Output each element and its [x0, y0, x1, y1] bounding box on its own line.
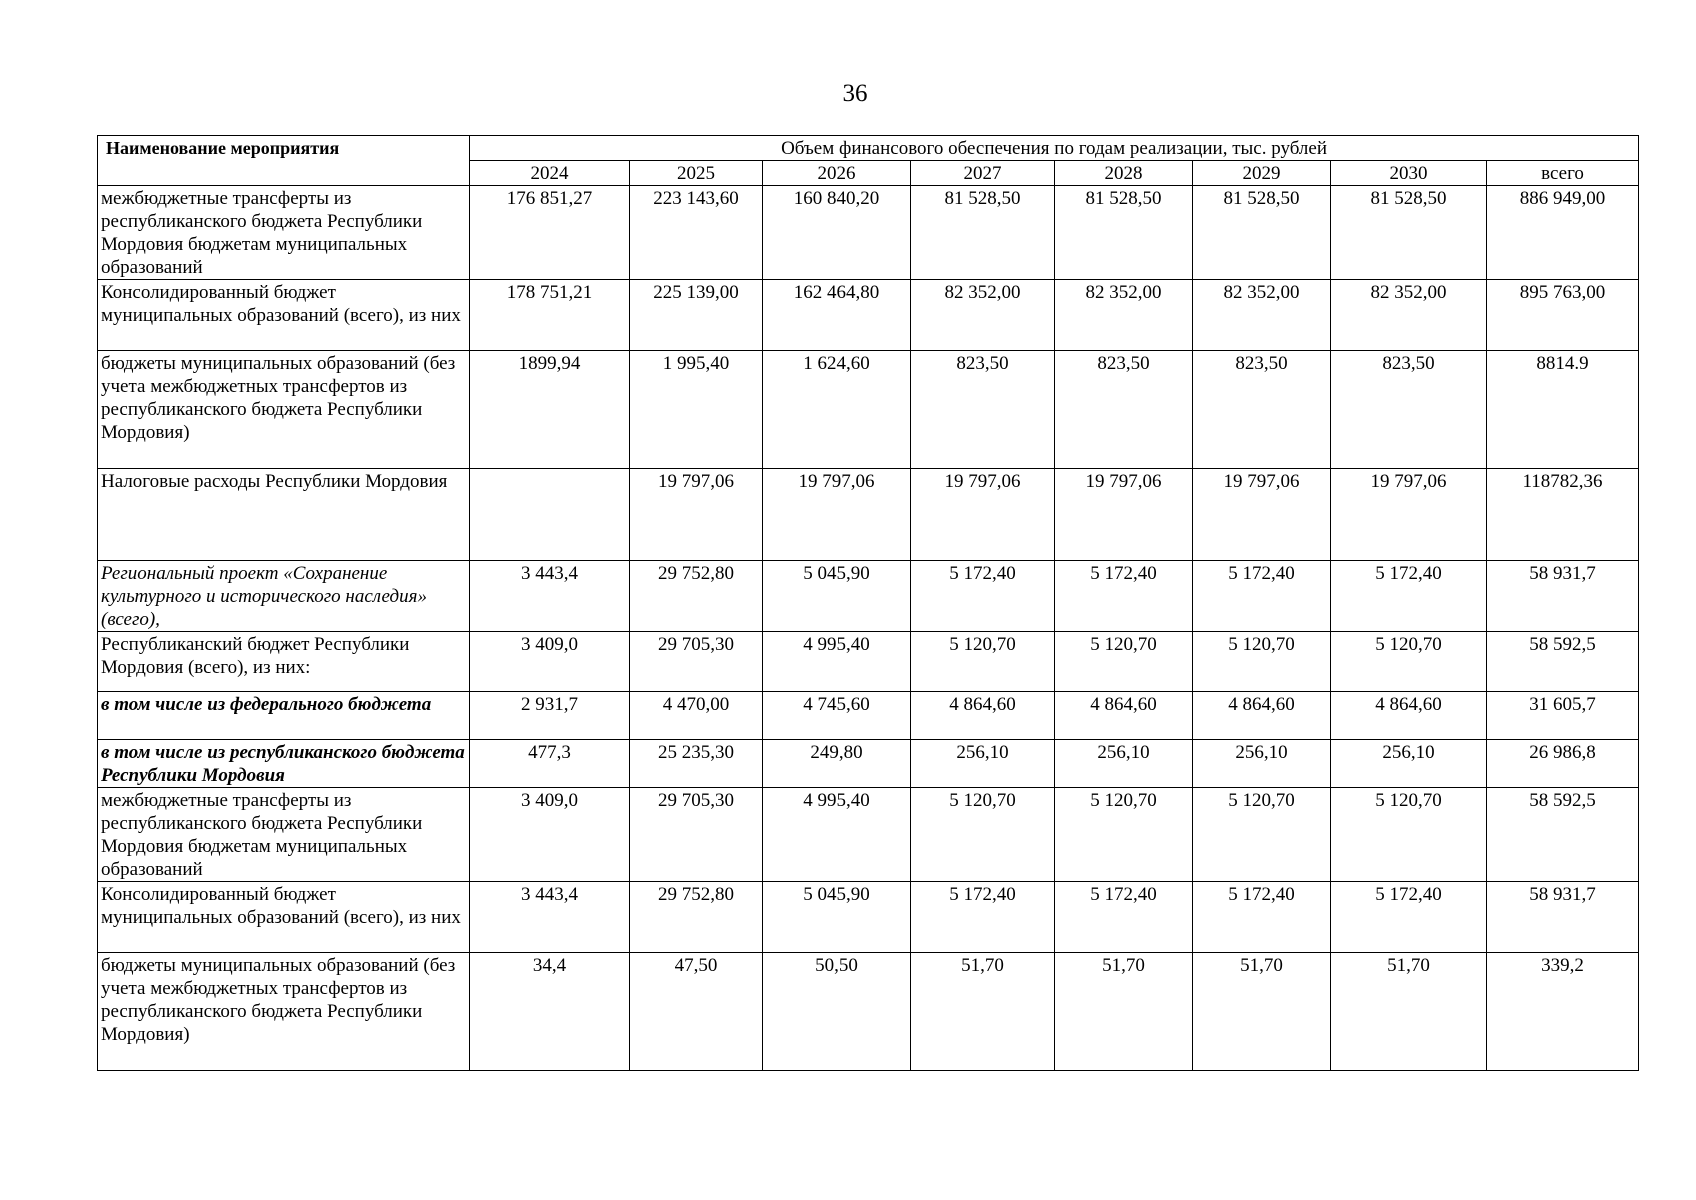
column-header-2029: 2029 [1193, 161, 1331, 186]
cell-2025: 29 752,80 [630, 561, 763, 632]
cell-2025: 47,50 [630, 953, 763, 1071]
cell-2028: 82 352,00 [1055, 280, 1193, 351]
row-name: межбюджетные трансферты из республиканского бюджета Республики Мордовия бюджетам муниципальных образований [98, 788, 470, 882]
cell-2028: 256,10 [1055, 740, 1193, 788]
column-header-name: Наименование мероприятия [98, 136, 470, 186]
cell-2028: 81 528,50 [1055, 186, 1193, 280]
table-row [98, 469, 1639, 561]
cell-2026: 162 464,80 [763, 280, 911, 351]
cell-2028: 823,50 [1055, 351, 1193, 469]
cell-2029: 19 797,06 [1193, 469, 1331, 561]
row-name: Налоговые расходы Республики Мордовия [98, 469, 470, 561]
cell-2030: 5 172,40 [1331, 561, 1487, 632]
cell-2028: 5 172,40 [1055, 561, 1193, 632]
cell-2030: 82 352,00 [1331, 280, 1487, 351]
cell-total: 58 592,5 [1487, 632, 1639, 692]
cell-total: 58 931,7 [1487, 561, 1639, 632]
cell-2027: 51,70 [911, 953, 1055, 1071]
table-row [98, 953, 1639, 1071]
cell-2030: 19 797,06 [1331, 469, 1487, 561]
cell-2029: 82 352,00 [1193, 280, 1331, 351]
cell-2028: 4 864,60 [1055, 692, 1193, 740]
row-name: бюджеты муниципальных образований (без учета межбюджетных трансфертов из республиканского бюджета Республики Мордовия) [98, 351, 470, 469]
table-row [98, 632, 1639, 692]
cell-2029: 5 120,70 [1193, 632, 1331, 692]
cell-2025: 1 995,40 [630, 351, 763, 469]
column-header-2026: 2026 [763, 161, 911, 186]
cell-2024: 3 409,0 [470, 632, 630, 692]
cell-2030: 51,70 [1331, 953, 1487, 1071]
cell-2030: 256,10 [1331, 740, 1487, 788]
cell-2029: 5 120,70 [1193, 788, 1331, 882]
cell-2029: 81 528,50 [1193, 186, 1331, 280]
table-row [98, 740, 1639, 788]
cell-2027: 5 172,40 [911, 882, 1055, 953]
cell-total: 895 763,00 [1487, 280, 1639, 351]
cell-2024: 3 409,0 [470, 788, 630, 882]
cell-2024: 1899,94 [470, 351, 630, 469]
cell-total: 339,2 [1487, 953, 1639, 1071]
cell-2030: 81 528,50 [1331, 186, 1487, 280]
column-header-2028: 2028 [1055, 161, 1193, 186]
cell-2026: 4 995,40 [763, 632, 911, 692]
column-group-header: Объем финансового обеспечения по годам реализации, тыс. рублей [470, 136, 1639, 161]
table-row [98, 280, 1639, 351]
cell-2028: 5 120,70 [1055, 632, 1193, 692]
cell-2027: 5 120,70 [911, 788, 1055, 882]
cell-2025: 29 705,30 [630, 788, 763, 882]
cell-2025: 25 235,30 [630, 740, 763, 788]
cell-total: 8814.9 [1487, 351, 1639, 469]
cell-2030: 5 120,70 [1331, 632, 1487, 692]
header-row-1 [98, 136, 1639, 161]
cell-2026: 1 624,60 [763, 351, 911, 469]
column-header-2030: 2030 [1331, 161, 1487, 186]
cell-2028: 5 172,40 [1055, 882, 1193, 953]
cell-2024: 3 443,4 [470, 882, 630, 953]
row-name: в том числе из республиканского бюджета Республики Мордовия [98, 740, 470, 788]
table-row [98, 351, 1639, 469]
cell-total: 58 931,7 [1487, 882, 1639, 953]
page-number: 36 [842, 80, 868, 107]
row-name: Республиканский бюджет Республики Мордовия (всего), из них: [98, 632, 470, 692]
cell-2025: 19 797,06 [630, 469, 763, 561]
table-row [98, 186, 1639, 280]
cell-2028: 19 797,06 [1055, 469, 1193, 561]
cell-2024: 34,4 [470, 953, 630, 1071]
column-header-2025: 2025 [630, 161, 763, 186]
cell-2026: 4 995,40 [763, 788, 911, 882]
cell-total: 58 592,5 [1487, 788, 1639, 882]
cell-2029: 823,50 [1193, 351, 1331, 469]
table-row [98, 788, 1639, 882]
cell-2029: 4 864,60 [1193, 692, 1331, 740]
cell-2024: 178 751,21 [470, 280, 630, 351]
cell-2025: 225 139,00 [630, 280, 763, 351]
cell-2027: 256,10 [911, 740, 1055, 788]
cell-2029: 51,70 [1193, 953, 1331, 1071]
cell-2026: 5 045,90 [763, 561, 911, 632]
cell-2024 [470, 469, 630, 561]
cell-2025: 29 752,80 [630, 882, 763, 953]
cell-total: 26 986,8 [1487, 740, 1639, 788]
cell-2030: 5 120,70 [1331, 788, 1487, 882]
cell-2027: 5 120,70 [911, 632, 1055, 692]
cell-2025: 223 143,60 [630, 186, 763, 280]
cell-2026: 5 045,90 [763, 882, 911, 953]
cell-total: 118782,36 [1487, 469, 1639, 561]
cell-2026: 19 797,06 [763, 469, 911, 561]
cell-2028: 5 120,70 [1055, 788, 1193, 882]
cell-2024: 477,3 [470, 740, 630, 788]
row-name: Региональный проект «Сохранение культурного и исторического наследия» (всего), [98, 561, 470, 632]
cell-2026: 249,80 [763, 740, 911, 788]
cell-2025: 29 705,30 [630, 632, 763, 692]
cell-total: 31 605,7 [1487, 692, 1639, 740]
financing-table [97, 135, 1639, 1071]
row-name: межбюджетные трансферты из республиканского бюджета Республики Мордовия бюджетам муниципальных образований [98, 186, 470, 280]
cell-2027: 5 172,40 [911, 561, 1055, 632]
cell-2028: 51,70 [1055, 953, 1193, 1071]
cell-2024: 2 931,7 [470, 692, 630, 740]
cell-2027: 4 864,60 [911, 692, 1055, 740]
cell-2029: 5 172,40 [1193, 561, 1331, 632]
cell-2027: 19 797,06 [911, 469, 1055, 561]
cell-2030: 4 864,60 [1331, 692, 1487, 740]
row-name: в том числе из федерального бюджета [98, 692, 470, 740]
cell-2030: 823,50 [1331, 351, 1487, 469]
cell-2025: 4 470,00 [630, 692, 763, 740]
cell-2029: 256,10 [1193, 740, 1331, 788]
cell-2026: 4 745,60 [763, 692, 911, 740]
cell-2029: 5 172,40 [1193, 882, 1331, 953]
column-header-2027: 2027 [911, 161, 1055, 186]
cell-2024: 3 443,4 [470, 561, 630, 632]
cell-2024: 176 851,27 [470, 186, 630, 280]
table-row [98, 561, 1639, 632]
cell-2030: 5 172,40 [1331, 882, 1487, 953]
cell-2027: 823,50 [911, 351, 1055, 469]
table-row [98, 692, 1639, 740]
row-name: бюджеты муниципальных образований (без учета межбюджетных трансфертов из республиканского бюджета Республики Мордовия) [98, 953, 470, 1071]
cell-2027: 81 528,50 [911, 186, 1055, 280]
cell-2027: 82 352,00 [911, 280, 1055, 351]
row-name: Консолидированный бюджет муниципальных образований (всего), из них [98, 280, 470, 351]
cell-2026: 50,50 [763, 953, 911, 1071]
column-header-2024: 2024 [470, 161, 630, 186]
column-header-total: всего [1487, 161, 1639, 186]
table-row [98, 882, 1639, 953]
row-name: Консолидированный бюджет муниципальных образований (всего), из них [98, 882, 470, 953]
cell-total: 886 949,00 [1487, 186, 1639, 280]
cell-2026: 160 840,20 [763, 186, 911, 280]
